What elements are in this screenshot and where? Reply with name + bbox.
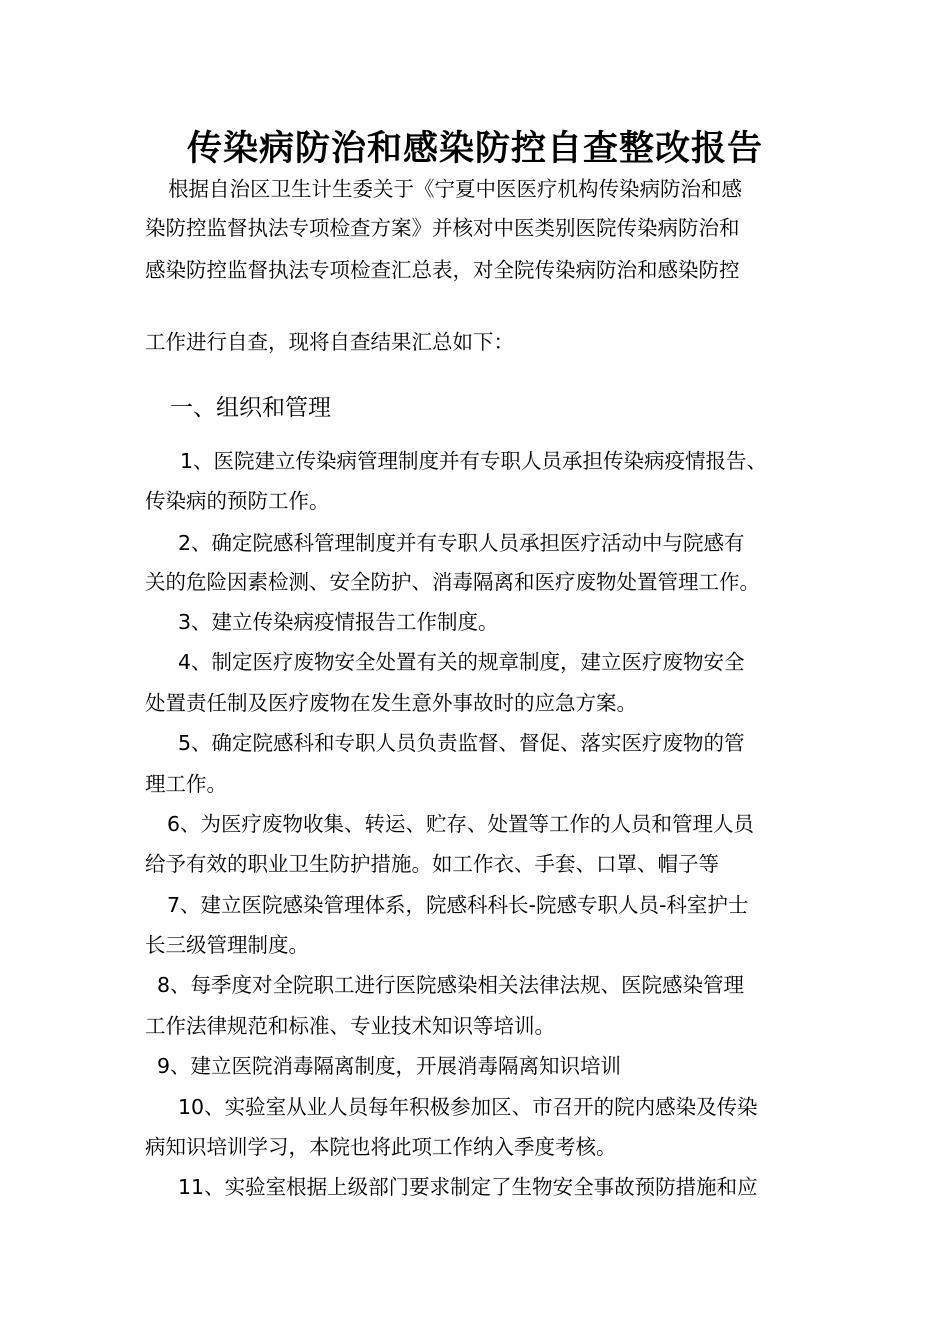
list-item: 4、制定医疗废物安全处置有关的规章制度，建立医疗废物安全 — [178, 650, 745, 674]
intro-line: 染防控监督执法专项检查方案》并核对中医类别医院传染病防治和 — [145, 216, 740, 240]
list-item: 11、实验室根据上级部门要求制定了生物安全事故预防措施和应 — [178, 1175, 758, 1199]
intro-line: 感染防控监督执法专项检查汇总表，对全院传染病防治和感染防控 — [145, 258, 740, 282]
list-item: 1、医院建立传染病管理制度并有专职人员承担传染病疫情报告、 — [180, 449, 768, 473]
list-item: 病知识培训学习，本院也将此项工作纳入季度考核。 — [145, 1135, 617, 1159]
list-item: 5、确定院感科和专职人员负责监督、督促、落实医疗废物的管 — [178, 731, 745, 755]
list-item: 7、建立医院感染管理体系，院感科科长-院感专职人员-科室护士 — [167, 893, 749, 917]
list-item: 10、实验室从业人员每年积极参加区、市召开的院内感染及传染 — [178, 1095, 758, 1119]
page-title: 传染病防治和感染防控自查整改报告 — [186, 128, 763, 169]
list-item: 9、建立医院消毒隔离制度，开展消毒隔离知识培训 — [157, 1054, 622, 1078]
intro-line: 工作进行自查，现将自查结果汇总如下： — [145, 330, 514, 354]
list-item: 工作法律规范和标准、专业技术知识等培训。 — [145, 1014, 555, 1038]
list-item: 长三级管理制度。 — [145, 933, 309, 957]
list-item: 2、确定院感科管理制度并有专职人员承担医疗活动中与院感有 — [178, 531, 745, 555]
intro-line: 根据自治区卫生计生委关于《宁夏中医医疗机构传染病防治和感 — [168, 177, 742, 201]
section-heading: 一、组织和管理 — [170, 395, 331, 421]
list-item: 8、每季度对全院职工进行医院感染相关法律法规、医院感染管理 — [157, 973, 745, 997]
list-item: 给予有效的职业卫生防护措施。如工作衣、手套、口罩、帽子等 — [145, 852, 719, 876]
list-item: 3、建立传染病疫情报告工作制度。 — [178, 610, 499, 634]
list-item: 关的危险因素检测、安全防护、消毒隔离和医疗废物处置管理工作。 — [145, 570, 760, 594]
list-item: 理工作。 — [145, 772, 227, 796]
list-item: 处置责任制及医疗废物在发生意外事故时的应急方案。 — [145, 691, 637, 715]
list-item: 6、为医疗废物收集、转运、贮存、处置等工作的人员和管理人员 — [167, 812, 755, 836]
list-item: 传染病的预防工作。 — [145, 489, 330, 513]
